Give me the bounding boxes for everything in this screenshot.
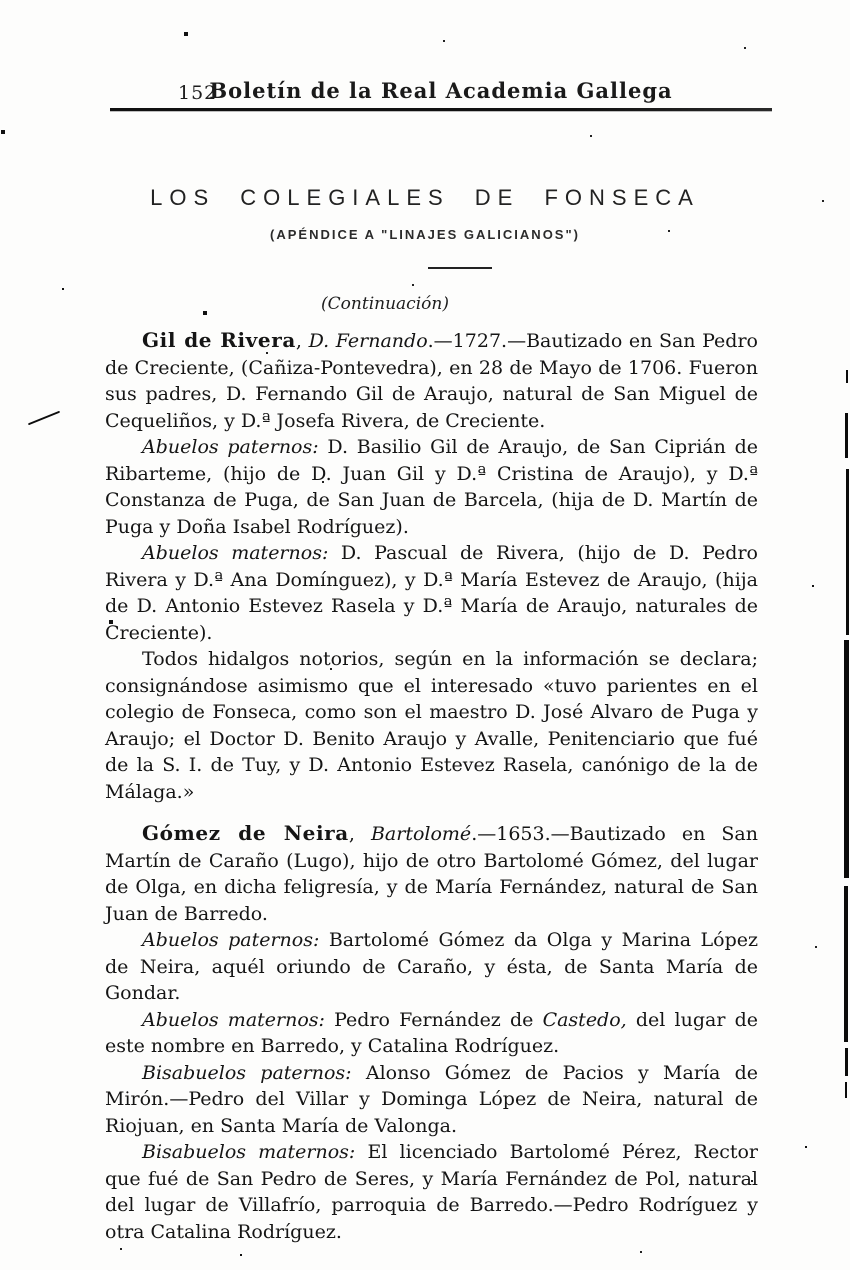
entry-gomez-de-neira <box>105 820 758 1245</box>
article-subtitle: (APÉNDICE A "LINAJES GALICIANOS") <box>270 227 580 242</box>
continuation-note: (Continuación) <box>321 294 449 314</box>
abuelos-paternos-paragraph <box>105 927 758 1007</box>
text-run: Alonso Gómez de Pacios y María de Mirón.—Pedro del Villar y Dominga López de Neira, natural de Riojuan, en Santa María de Valonga. <box>105 1061 758 1137</box>
text-run: Pedro Fernández de <box>324 1008 543 1031</box>
bisabuelos-paternos-paragraph <box>105 1060 758 1140</box>
scan-speckles <box>0 0 2 2</box>
scan-edge-mark <box>846 370 848 383</box>
hidalgos-note-paragraph <box>105 646 758 805</box>
text-run: Abuelos paternos: <box>142 929 320 951</box>
text-run: del lugar de este nombre en Barredo, y Catalina Rodríguez. <box>105 1008 758 1057</box>
journal-title: Boletín de la Real Academia Gallega <box>209 78 673 103</box>
scan-edge-mark <box>845 1048 848 1076</box>
abuelos-paternos-paragraph <box>105 434 758 540</box>
article-title: LOS COLEGIALES DE FONSECA <box>150 185 700 210</box>
page-number: 152 <box>178 82 218 104</box>
text-run: D. Fernando <box>308 330 428 352</box>
text-run: Bartolomé Gómez da Olga y Marina López de Neira, aquél oriundo de Caraño, y ésta, de Santa María de Gondar. <box>105 929 759 1004</box>
entry-surname: Gil de Rivera <box>142 328 296 352</box>
running-header <box>110 78 772 108</box>
text-run: El licenciado Bartolomé Pérez, Rector que fué de San Pedro de Seres, y María Fernández de Pol, natural del lugar de Villafrío, parroquia de Barredo.—Pedro Rodríguez y otra Catalina Rodríguez. <box>105 1141 758 1243</box>
scan-edge-mark <box>844 886 848 1042</box>
scan-edge-mark <box>846 469 849 635</box>
text-run: Bisabuelos maternos: <box>142 1141 356 1163</box>
scan-edge-mark <box>845 1082 847 1098</box>
title-divider <box>428 267 492 269</box>
text-run: D. Pascual de Rivera, (hijo de D. Pedro Rivera y D.ª Ana Domínguez), y D.ª María Estevez de Araujo, (hija de D. Antonio Estevez Rasela y D.ª María de Araujo, naturales de Creciente). <box>105 542 758 644</box>
article-body <box>105 327 758 1245</box>
text-run: .—1653.—Bautizado en San Martín de Caraño (Lugo), hijo de otro Bartolomé Gómez, del lugar de Olga, en dicha feligresía, y de María Fernández, natural de San Juan de Barredo. <box>105 823 758 925</box>
text-run: , <box>295 330 309 352</box>
scan-edge-mark <box>844 640 849 878</box>
text-run: Bartolomé <box>370 823 472 845</box>
abuelos-maternos-paragraph <box>105 1007 758 1060</box>
entry-surname: Gómez de Neira <box>142 821 349 845</box>
entry-heading-paragraph <box>105 327 758 434</box>
text-run: , <box>348 823 371 845</box>
text-run: Bisabuelos paternos: <box>142 1061 352 1084</box>
entry-heading-paragraph <box>105 820 758 927</box>
text-run: Abuelos maternos: <box>142 1008 325 1031</box>
pen-slash-mark <box>28 411 60 426</box>
scan-edge-mark <box>845 413 848 458</box>
text-run: .—1727.—Bautizado en San Pedro de Creciente, (Cañiza-Pontevedra), en 28 de Mayo de 1706. Fueron sus padres, D. Fernando Gil de Araujo, natural de San Miguel de Cequeliños, y D.ª Josefa Rivera, de Creciente. <box>105 330 758 432</box>
text-run: D. Basilio Gil de Araujo, de San Ciprián de Ribarteme, (hijo de D. Juan Gil y D.ª Cristina de Araujo), y D.ª Constanza de Puga, de San Juan de Barcela, (hija de D. Martín de Puga y Doña Isabel Rodríguez). <box>105 436 759 538</box>
abuelos-maternos-paragraph <box>105 540 758 646</box>
text-run: Todos hidalgos notorios, según en la información se declara; consignándose asimismo que el interesado «tuvo parientes en el colegio de Fonseca, como son el maestro D. José Alvaro de Puga y Araujo; el Doctor D. Benito Araujo y Avalle, Penitenciario que fué de la S. I. de Tuy, y D. Antonio Estevez Rasela, canónigo de la de Málaga.» <box>105 648 758 803</box>
entry-gil-de-rivera <box>105 327 758 805</box>
text-run: Abuelos maternos: <box>142 542 329 564</box>
bisabuelos-maternos-paragraph <box>105 1139 758 1245</box>
text-run: Abuelos paternos: <box>142 436 319 458</box>
header-rule <box>110 108 772 111</box>
text-run: Castedo, <box>542 1008 627 1031</box>
